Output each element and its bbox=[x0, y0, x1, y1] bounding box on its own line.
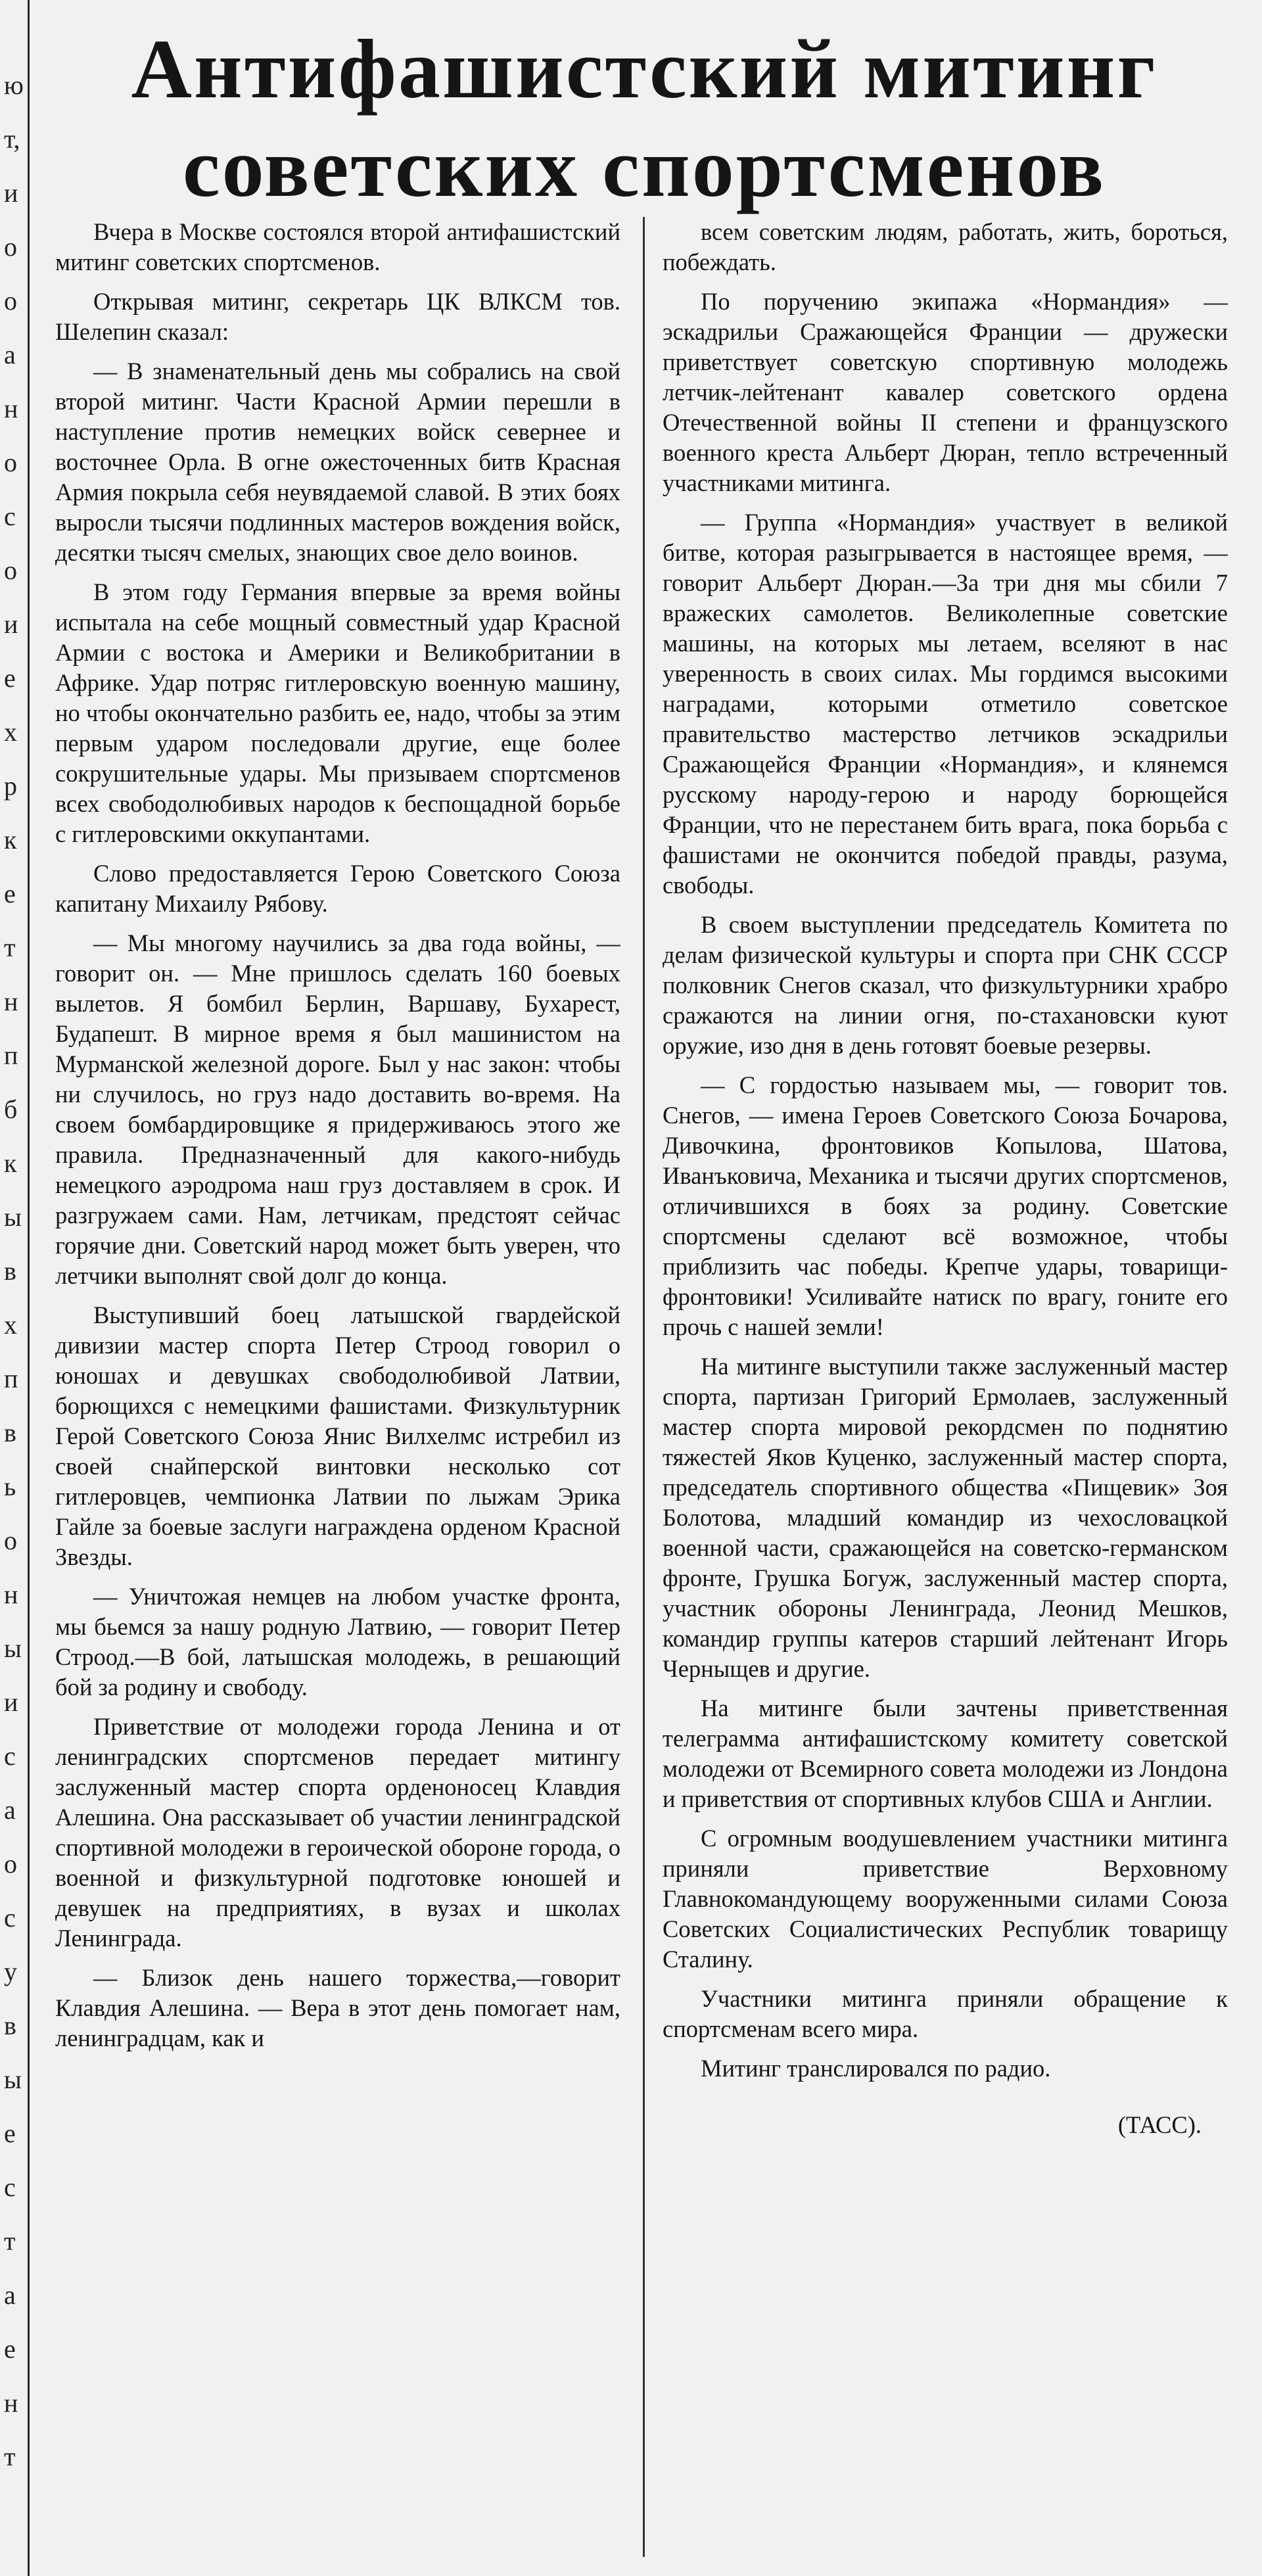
paragraph: Выступивший боец латышской гвардейской дивизии мастер спорта Петер Строод говорил о юношах и девушках свободолюбивой Латвии, борющихся с немецкими фашистами. Физкультурник Герой Советского Союза Янис Вилхелмс истребил из своей снайперской винтовки несколько сот гитлеровцев, чемпионка Латвии по лыжам Эрика Гайле за боевые заслуги награждена орденом Красной Звезды. bbox=[55, 1301, 620, 1570]
paragraph: всем советским людям, работать, жить, бороться, побеждать. bbox=[663, 218, 1228, 275]
paragraph: — Близок день нашего торжества,—говорит Клавдия Алешина. — Вера в этот день помогает нам, ленинградцам, как и bbox=[55, 1964, 620, 2051]
margin-fragment: ь bbox=[4, 1472, 16, 1501]
paragraph: По поручению экипажа «Нормандия» — эскадрильи Сражающейся Франции — дружески приветствует советскую спортивную молодежь летчик-лейтенант кавалер советского ордена Отечественной войны II степени и французского военного креста Альберт Дюран, тепло встреченный участниками митинга. bbox=[663, 288, 1228, 496]
margin-fragment: т bbox=[4, 2226, 16, 2256]
margin-fragment: о bbox=[4, 555, 17, 585]
margin-fragment: в bbox=[4, 2011, 16, 2040]
paragraph: На митинге выступили также заслуженный мастер спорта, партизан Григорий Ермолаев, заслуженный мастер спорта мировой рекордсмен по поднятию тяжестей Яков Куценко, заслуженный мастер спорта, председатель спортивного общества «Пищевик» Зоя Болотова, младший командир из чехословацкой военной части, сражающейся на советско-германском фронте, Грушка Богуж, заслуженный мастер спорта, участник обороны Ленинграда, Леонид Мешков, командир группы катеров старший лейтенант Игорь Черныщев и другие. bbox=[663, 1353, 1228, 1682]
margin-fragment: о bbox=[4, 286, 17, 316]
article-body bbox=[55, 217, 1245, 2557]
headline-line-2: советских спортсменов bbox=[182, 121, 1106, 214]
source-credit: (ТАСС). bbox=[1117, 2111, 1202, 2138]
margin-fragment: а bbox=[4, 2280, 16, 2310]
margin-fragment: н bbox=[4, 987, 18, 1016]
left-margin-fragments bbox=[0, 0, 30, 2576]
margin-fragment: с bbox=[4, 1903, 16, 1932]
margin-fragment: е bbox=[4, 879, 16, 908]
margin-fragment: п bbox=[4, 1041, 18, 1070]
paragraph: — В знаменательный день мы собрались на свой второй митинг. Части Красной Армии перешли в наступление против немецких войск севернее и восточнее Орла. В огне ожесточенных битв Красная Армия покрыла себя неувядаемой славой. В этих боях выросли тысячи подлинных мастеров вождения войск, десятки тысяч смелых, знающих свое дело воинов. bbox=[55, 358, 620, 566]
margin-fragment: н bbox=[4, 1580, 18, 1609]
margin-fragment: е bbox=[4, 663, 16, 693]
margin-fragment: и bbox=[4, 1687, 18, 1717]
headline-line-1: Антифашистский митинг bbox=[131, 22, 1157, 116]
margin-fragment: о bbox=[4, 232, 17, 262]
margin-fragment: б bbox=[4, 1094, 18, 1124]
paragraph: Митинг транслировался по радио. bbox=[701, 2055, 1051, 2082]
margin-fragment: в bbox=[4, 1418, 16, 1447]
margin-fragment: е bbox=[4, 2334, 16, 2364]
right-column bbox=[663, 217, 1228, 2557]
margin-fragment: о bbox=[4, 1526, 17, 1555]
margin-fragment: ы bbox=[4, 2065, 22, 2094]
margin-fragment: о bbox=[4, 1849, 17, 1879]
margin-fragment: е bbox=[4, 2119, 16, 2148]
paragraph: В своем выступлении председатель Комитета по делам физической культуры и спорта при СНК СССР полковник Снегов сказал, что физкультурники храбро сражаются на линии огня, по-стахановски куют оружие, изо дня в день готовят боевые резервы. bbox=[663, 911, 1228, 1059]
margin-fragment: с bbox=[4, 502, 16, 531]
margin-fragment: о bbox=[4, 448, 17, 477]
margin-fragment: т bbox=[4, 2442, 16, 2471]
paragraph: Открывая митинг, секретарь ЦК ВЛКСМ тов. Шелепин сказал: bbox=[55, 288, 620, 345]
margin-fragment: у bbox=[4, 1957, 17, 1986]
paragraph: В этом году Германия впервые за время войны испытала на себе мощный совместный удар Красной Армии с востока и Америки и Великобритании в Африке. Удар потряс гитлеровскую военную машину, но чтобы окончательно разбить ее, надо, чтобы за этим первым ударом последовали другие, еще более сокрушительные удары. Мы призываем спортсменов всех свободолюбивых народов к беспощадной борьбе с гитлеровскими оккупантами. bbox=[55, 578, 620, 847]
margin-fragment: в bbox=[4, 1256, 16, 1286]
margin-fragment: и bbox=[4, 609, 18, 639]
margin-fragment: ы bbox=[4, 1202, 22, 1232]
paragraph: — Мы многому научились за два года войны, — говорит он. — Мне пришлось сделать 160 боевых вылетов. Я бомбил Берлин, Варшаву, Бухарест, Будапешт. В мирное время я был машинистом на Мурманской железной дороге. Был у нас закон: чтобы ни случилось, но груз надо доставить во-время. На своем бомбардировщике я придерживаюсь этого же правила. Предназначенный для какого-нибудь немецкого аэродрома наш груз доставляем в срок. И разгружаем сами. Нам, летчикам, предстоят сейчас горячие дни. Советский народ может быть уверен, что летчики выполнят свой долг до конца. bbox=[55, 929, 620, 1289]
margin-fragment: к bbox=[4, 825, 17, 855]
headline bbox=[39, 20, 1249, 217]
paragraph: На митинге были зачтены приветственная телеграмма антифашистскому комитету советской молодежи от Всемирного совета молодежи из Лондона и приветствия от спортивных клубов США и Англии. bbox=[663, 1695, 1228, 1812]
left-column bbox=[55, 217, 620, 2557]
margin-fragment: с bbox=[4, 1741, 16, 1771]
margin-fragment: ю bbox=[4, 70, 24, 100]
margin-fragment: с bbox=[4, 2172, 16, 2202]
paragraph: Вчера в Москве состоялся второй антифашистский митинг советских спортсменов. bbox=[55, 218, 620, 275]
margin-fragment: и bbox=[4, 178, 18, 208]
paragraph: — Уничтожая немцев на любом участке фронта, мы бьемся за нашу родную Латвию, — говорит Петер Строод.—В бой, латышская молодежь, в решающий бой за родину и свободу. bbox=[55, 1583, 620, 1700]
margin-fragment: х bbox=[4, 717, 17, 747]
margin-fragment: к bbox=[4, 1148, 17, 1178]
margin-fragment: р bbox=[4, 771, 17, 801]
margin-fragment: н bbox=[4, 394, 18, 423]
margin-fragment: т bbox=[4, 933, 16, 962]
column-rule bbox=[643, 217, 645, 2557]
paragraph: — С гордостью называем мы, — говорит тов. Снегов, — имена Героев Советского Союза Бочарова, Дивочкина, фронтовиков Копылова, Шатова, Иванъковича, Механика и тысячи других спортсменов, отличившихся в боях за родину. Советские спортсмены сделают всё возможное, чтобы приблизить час победы. Крепче удары, товарищи-фронтовики! Усиливайте натиск по врагу, гоните его прочь с нашей земли! bbox=[663, 1071, 1228, 1340]
margin-fragment: п bbox=[4, 1364, 18, 1393]
margin-fragment: x bbox=[4, 1310, 17, 1340]
margin-fragment: ы bbox=[4, 1633, 22, 1663]
paragraph: Слово предоставляется Герою Советского Союза капитану Михаилу Рябову. bbox=[55, 860, 620, 917]
margin-fragment: а bbox=[4, 340, 16, 369]
margin-fragment: а bbox=[4, 1795, 16, 1825]
paragraph: — Группа «Нормандия» участвует в великой битве, которая разыгрывается в настоящее время, — говорит Альберт Дюран.—За три дня мы сбили 7 вражеских самолетов. Великолепные советские машины, на которых мы летаем, вселяют в нас уверенность в своих силах. Мы гордимся высокими наградами, которыми отметило советское правительство мастерство летчиков эскадрильи Сражающейся Франции «Нормандия», и клянемся русскому народу-герою и народу борющейся Франции, что не перестанем бить врага, пока борьба с фашистами не окончится победой правды, разума, свободы. bbox=[663, 509, 1228, 899]
paragraph: Приветствие от молодежи города Ленина и от ленинградских спортсменов передает митингу заслуженный мастер спорта орденоносец Клавдия Алешина. Она рассказывает об участии ленинградской спортивной молодежи в героической обороне города, о военной и физкультурной подготовке юношей и девушек на предприятиях, в вузах и школах Ленинграда. bbox=[55, 1713, 620, 1952]
margin-fragment: н bbox=[4, 2388, 18, 2418]
margin-fragment: т, bbox=[4, 124, 20, 154]
paragraph: С огромным воодушевлением участники митинга приняли приветствие Верховному Главнокомандующему вооруженными силами Союза Советских Социалистических Республик товарищу Сталину. bbox=[663, 1825, 1228, 1973]
paragraph: Участники митинга приняли обращение к спортсменам всего мира. bbox=[663, 1985, 1228, 2042]
